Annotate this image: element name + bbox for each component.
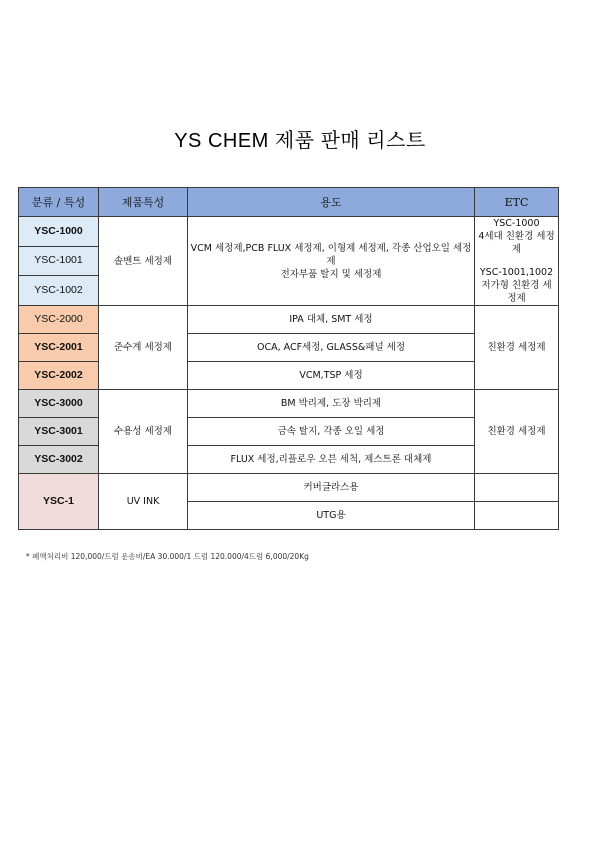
- etc-cell: 친환경 세정제: [475, 390, 559, 474]
- etc-cell: [475, 474, 559, 502]
- etc-text: YSC-1000: [493, 218, 540, 229]
- usage-cell: BM 박리제, 도장 박리제: [188, 390, 475, 418]
- footnote: * 폐액처리비 120,000/드럼 운송비/EA 30.000/1 드럼 120.000/4드럼 6,000/20Kg: [26, 552, 309, 561]
- product-type: 솔벤트 세정제: [99, 217, 188, 306]
- etc-text: 4세대 친환경 세정제: [478, 231, 555, 255]
- product-code: YSC-1: [19, 474, 99, 530]
- usage-cell: OCA, ACF세정, GLASS&패널 세정: [188, 334, 475, 362]
- table-row: [19, 217, 559, 247]
- product-code: YSC-3001: [19, 418, 99, 446]
- etc-cell: 친환경 세정제: [475, 306, 559, 390]
- header-usage: 용도: [188, 188, 475, 217]
- usage-cell: UTG용: [188, 502, 475, 530]
- usage-cell: 커버글라스용: [188, 474, 475, 502]
- product-type: 준수계 세정제: [99, 306, 188, 390]
- product-code: YSC-2000: [19, 306, 99, 334]
- usage-cell: FLUX 세정,리플로우 오븐 세척, 제스트론 대체제: [188, 446, 475, 474]
- usage-cell: 금속 탈지, 각종 오일 세정: [188, 418, 475, 446]
- header-category: 분류 / 특성: [19, 188, 99, 217]
- table-row: [19, 306, 559, 334]
- table-header-row: [19, 188, 559, 217]
- product-type: UV INK: [99, 474, 188, 530]
- usage-text: 전자부품 탈지 및 세정제: [280, 268, 382, 280]
- product-code: YSC-2001: [19, 334, 99, 362]
- usage-cell: [188, 217, 475, 306]
- etc-cell: [475, 502, 559, 530]
- usage-cell: IPA 대체, SMT 세정: [188, 306, 475, 334]
- product-table: [18, 187, 559, 530]
- product-code: YSC-1001: [19, 246, 99, 276]
- header-product-type: 제품특성: [99, 188, 188, 217]
- product-code: YSC-2002: [19, 362, 99, 390]
- header-etc: ETC: [475, 188, 559, 217]
- page-title: YS CHEM 제품 판매 리스트: [174, 130, 426, 152]
- product-type: 수용성 세정제: [99, 390, 188, 474]
- usage-text: VCM 세정제,PCB FLUX 세정제, 이형제 세정제, 각종 산업오일 세정제: [190, 242, 472, 267]
- product-code: YSC-3000: [19, 390, 99, 418]
- etc-cell: [475, 217, 559, 306]
- table-row: [19, 474, 559, 502]
- usage-cell: VCM,TSP 세정: [188, 362, 475, 390]
- etc-text: YSC-1001,1002: [479, 267, 554, 278]
- product-code: YSC-3002: [19, 446, 99, 474]
- etc-text: 저가형 친환경 세정제: [481, 280, 552, 304]
- product-code: YSC-1002: [19, 276, 99, 306]
- product-code: YSC-1000: [19, 217, 99, 247]
- table-row: [19, 390, 559, 418]
